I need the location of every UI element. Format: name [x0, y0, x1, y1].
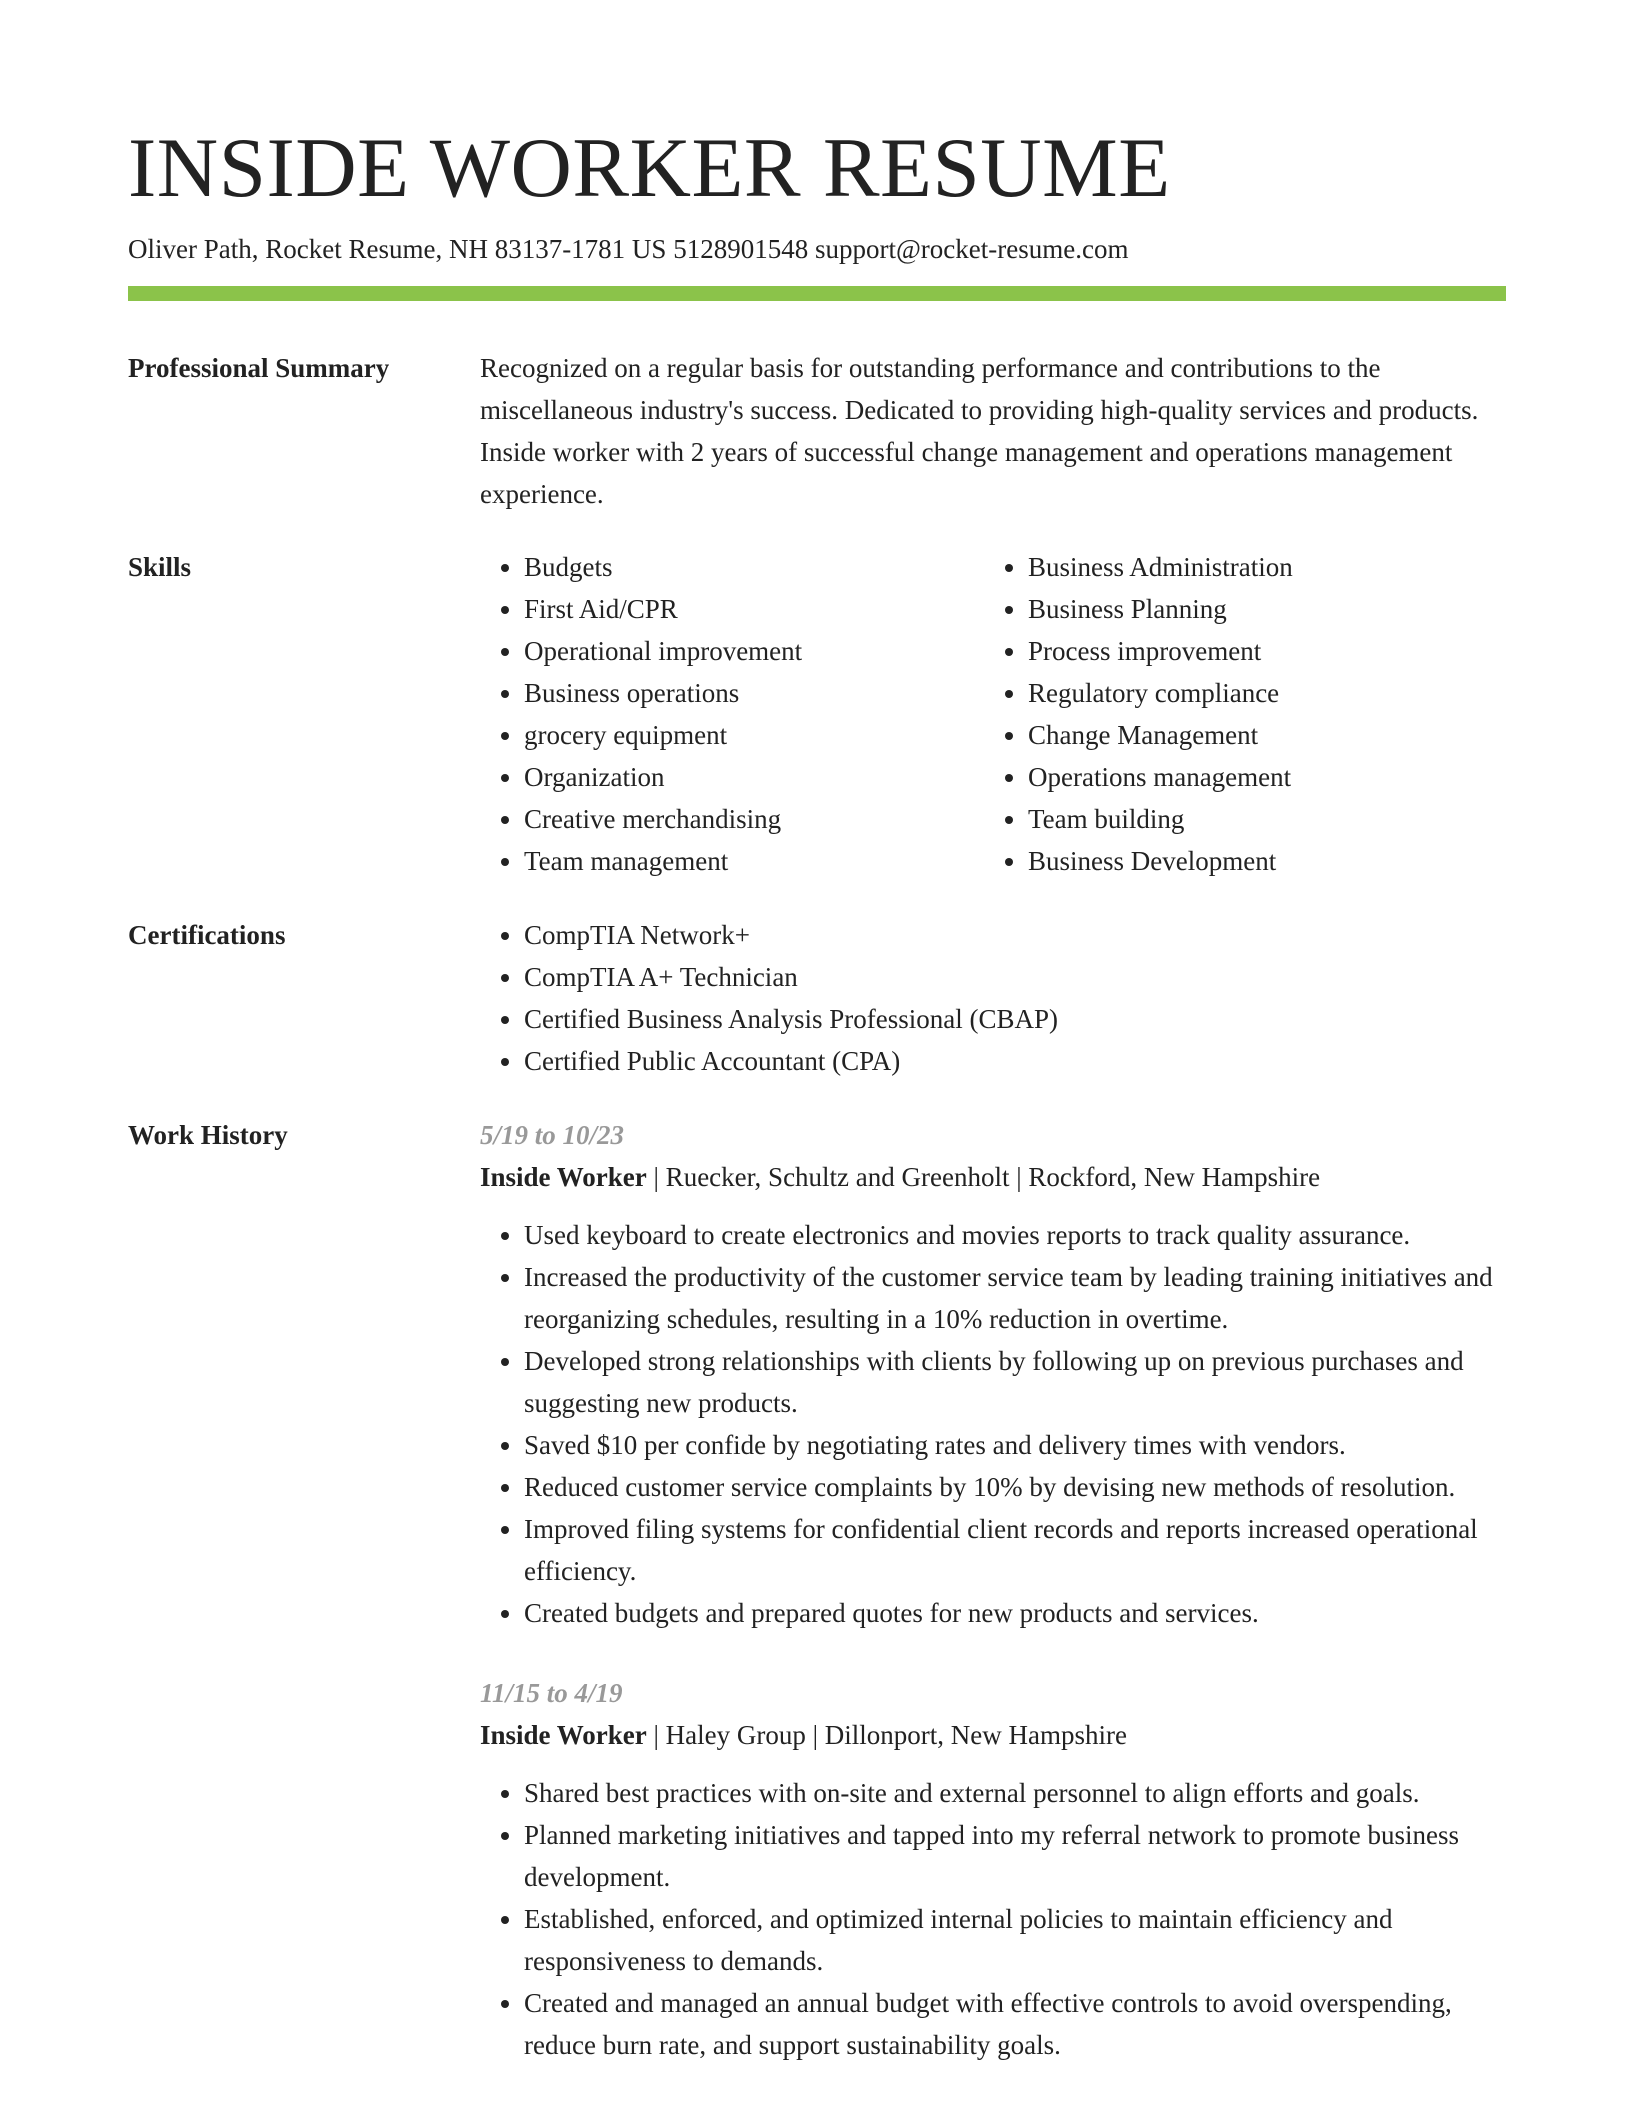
skill-item: • grocery equipment: [524, 714, 984, 756]
skill-item: • Process improvement: [1028, 630, 1488, 672]
resume-title: INSIDE WORKER RESUME: [128, 121, 1171, 215]
job-details: | Haley Group | Dillonport, New Hampshire: [646, 1720, 1127, 1750]
skill-item: • Regulatory compliance: [1028, 672, 1488, 714]
job-role: Inside Worker: [480, 1720, 647, 1750]
job-dates: 5/19 to 10/23: [480, 1120, 625, 1150]
job-details: | Ruecker, Schultz and Greenholt | Rockford, New Hampshire: [646, 1162, 1321, 1192]
job-dates: 11/15 to 4/19: [480, 1678, 623, 1708]
skill-item: • Organization: [524, 756, 984, 798]
skill-item: • First Aid/CPR: [524, 588, 984, 630]
work-history-label: Work History: [128, 1120, 288, 1150]
summary-label: Professional Summary: [128, 353, 390, 383]
job-bullet: • Increased the productivity of the customer service team by leading training initiatives and reorganizing schedules, resulting in a 10% reduction in overtime.: [524, 1256, 1506, 1340]
job-entry: [480, 1114, 1506, 1634]
skill-item: • Operational improvement: [524, 630, 984, 672]
skill-item: • Business Planning: [1028, 588, 1488, 630]
skill-item: • Business Development: [1028, 840, 1488, 882]
job-bullet: • Improved filing systems for confidential client records and reports increased operational efficiency.: [524, 1508, 1506, 1592]
certification-item: • Certified Public Accountant (CPA): [524, 1040, 1506, 1082]
job-bullet: • Reduced customer service complaints by 10% by devising new methods of resolution.: [524, 1466, 1506, 1508]
certification-item: • CompTIA A+ Technician: [524, 956, 1506, 998]
job-title-line: [480, 1156, 1506, 1198]
summary-body: [480, 347, 1506, 515]
skills-right-column: [984, 546, 1488, 882]
header-divider: [128, 286, 1506, 301]
job-bullet: • Created and managed an annual budget with effective controls to avoid overspending, reduce burn rate, and support sustainability goals.: [524, 1982, 1506, 2066]
skill-item: • Business operations: [524, 672, 984, 714]
certification-item: • Certified Business Analysis Professional (CBAP): [524, 998, 1506, 1040]
job-bullet: • Shared best practices with on-site and external personnel to align efforts and goals.: [524, 1772, 1506, 1814]
job-bullet: • Developed strong relationships with clients by following up on previous purchases and suggesting new products.: [524, 1340, 1506, 1424]
job-role: Inside Worker: [480, 1162, 647, 1192]
job-bullet: • Saved $10 per confide by negotiating rates and delivery times with vendors.: [524, 1424, 1506, 1466]
skill-item: • Business Administration: [1028, 546, 1488, 588]
skills-body: [480, 546, 1506, 882]
job-bullet: • Used keyboard to create electronics and movies reports to track quality assurance.: [524, 1214, 1506, 1256]
skills-label: Skills: [128, 552, 192, 582]
job-title-line: [480, 1714, 1506, 1756]
skill-item: • Change Management: [1028, 714, 1488, 756]
summary-text: Recognized on a regular basis for outstanding performance and contributions to the miscellaneous industry's success. Dedicated to providing high-quality services and products. Inside worker with 2 years of successful change management and operations management experience.: [480, 353, 1479, 509]
job-entry: [480, 1672, 1506, 2066]
job-bullet: • Planned marketing initiatives and tapped into my referral network to promote business development.: [524, 1814, 1506, 1898]
skill-item: • Creative merchandising: [524, 798, 984, 840]
skill-item: • Operations management: [1028, 756, 1488, 798]
job-bullet: • Established, enforced, and optimized internal policies to maintain efficiency and responsiveness to demands.: [524, 1898, 1506, 1982]
skill-item: • Team building: [1028, 798, 1488, 840]
certification-item: • CompTIA Network+: [524, 914, 1506, 956]
certifications-label: Certifications: [128, 920, 286, 950]
contact-line: Oliver Path, Rocket Resume, NH 83137-1781 US 5128901548 support@rocket-resume.com: [128, 234, 1129, 264]
work-history-body: [480, 1114, 1506, 2104]
skills-left-column: [480, 546, 984, 882]
skill-item: • Team management: [524, 840, 984, 882]
certifications-body: [480, 914, 1506, 1082]
job-bullet: • Created budgets and prepared quotes for new products and services.: [524, 1592, 1506, 1634]
skill-item: • Budgets: [524, 546, 984, 588]
